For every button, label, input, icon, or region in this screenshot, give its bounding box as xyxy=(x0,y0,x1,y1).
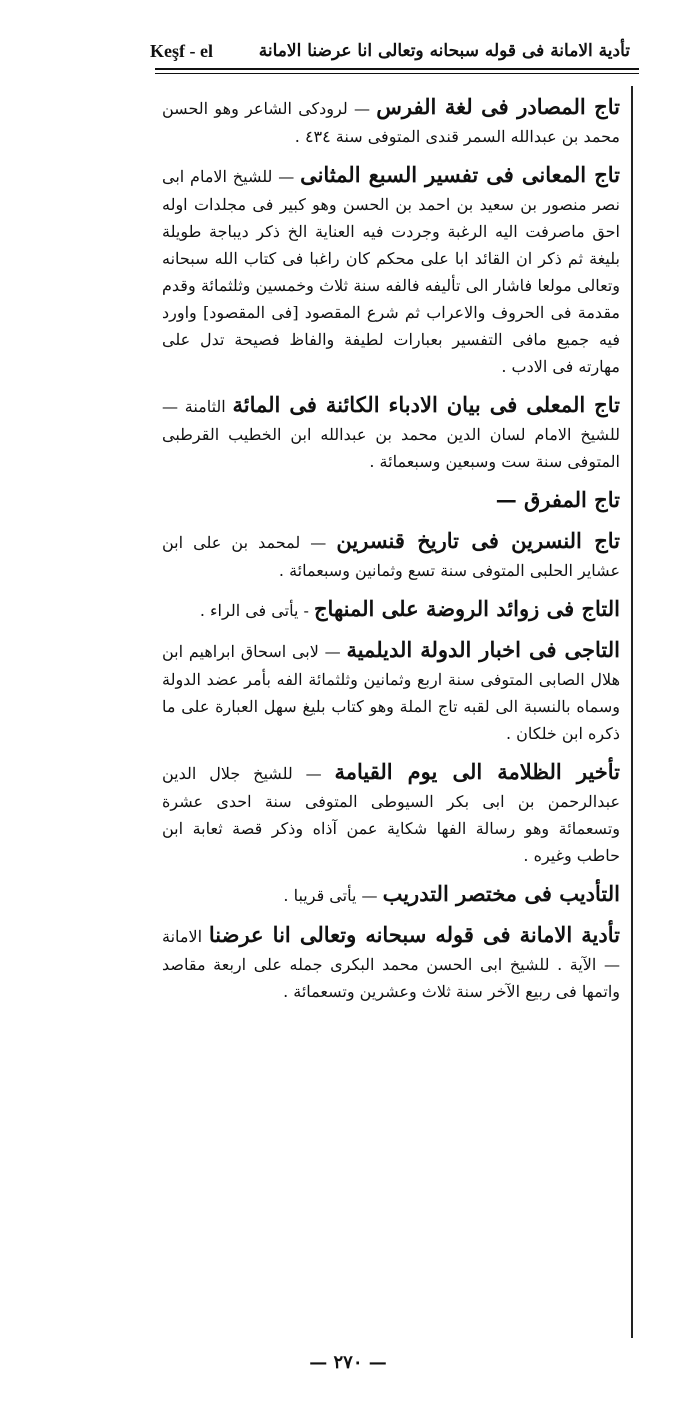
entry xyxy=(162,158,620,380)
entry xyxy=(162,755,620,869)
margin-rule xyxy=(631,86,633,1338)
entry-text: — للشيخ الامام ابى نصر منصور بن سعيد بن احمد بن الحسن وهو كبير فى مجلدات اوله احق ماصرفت اليه الرغبة وجردت فيه العناية الخ ذكر ديباجة طويلة بليغة ثم ذكر ان القائد ابا على محكم كان راغبا فى كتاب الله سبحانه وتعالى مولعا فاشار الى تأليفه فالفه سنة ثلاث وخمسين وثلثمائة وقدم مقدمة فى الحروف والاعراب ثم شرع المقصود [فى المقصود] واورد فيه جميع مافى التفسير بعبارات لطيفة والفاظ فصيحة تدل على مهارته فى الادب . xyxy=(162,167,620,376)
entry-text: — لرودكى الشاعر وهو الحسن محمد بن عبدالله السمر قندى المتوفى سنة ٤٣٤ . xyxy=(162,99,620,146)
entry-text: الامانة — الآية . للشيخ ابى الحسن محمد البكرى جمله على اربعة مقاصد واتمها فى ربيع الآخر سنة ثلاث وعشرين وتسعمائة . xyxy=(162,927,620,1001)
entry xyxy=(162,633,620,747)
entry-title: تاج المعانى فى تفسير السبع المثانى xyxy=(300,162,620,187)
header-rule-thin xyxy=(155,73,639,74)
entry-title: تأخير الظلامة الى يوم القيامة xyxy=(334,759,621,784)
entry-title: تاج المعلى فى بيان الادباء الكائنة فى المائة xyxy=(232,392,620,417)
entry xyxy=(162,918,620,1005)
entry-text: الثامنة — للشيخ الامام لسان الدين محمد بن عبدالله ابن الخطيب القرطبى المتوفى سنة ست وسبعين وسبعمائة . xyxy=(162,397,620,471)
entry-text: — لمحمد بن على ابن عشاير الحلبى المتوفى سنة تسع وثمانين وسبعمائة . xyxy=(162,533,620,580)
page-body xyxy=(162,90,620,1013)
entry-title: تاج النسرين فى تاريخ قنسرين xyxy=(336,528,620,553)
entry xyxy=(162,524,620,584)
entry-text: - يأتى فى الراء . xyxy=(199,601,309,620)
page-number: — ٢٧٠ — xyxy=(309,1352,387,1373)
entry-text: — للشيخ جلال الدين عبدالرحمن بن ابى بكر السيوطى المتوفى سنة احدى عشرة وتسعمائة وهو رسالة الفها شكاية عمن آذاه وذكر قصة ثعابة ابن حاطب وغيره . xyxy=(162,764,620,865)
entry xyxy=(162,592,620,625)
entry-title: تأدية الامانة فى قوله سبحانه وتعالى انا عرضنا xyxy=(208,922,620,947)
header-latin-title: Keşf - el xyxy=(150,40,213,61)
entry xyxy=(162,90,620,150)
entry-title: التاج فى زوائد الروضة على المنهاج xyxy=(314,596,620,621)
entry xyxy=(162,483,620,516)
header-rule xyxy=(155,68,639,70)
entry xyxy=(162,877,620,910)
entry-title: التأديب فى مختصر التدريب xyxy=(382,881,620,906)
entry-title: تاج المصادر فى لغة الفرس xyxy=(376,94,620,119)
entry-text: — لابى اسحاق ابراهيم ابن هلال الصابى المتوفى سنة اربع وثمانين وثلثمائة الفه بأمر عضد الدولة وسماه بالنسبة الى لقبه تاج الملة وهو كتاب بليغ سهل العبارة على ما ذكره ابن خلكان . xyxy=(162,642,620,743)
page-header xyxy=(150,36,630,66)
header-running-title: تأدية الامانة فى قوله سبحانه وتعالى انا عرضنا الامانة xyxy=(258,41,630,61)
entry-text: — يأتى قريبا . xyxy=(283,886,378,905)
entry-title: تاج المفرق — xyxy=(495,487,620,512)
entry xyxy=(162,388,620,475)
entry-title: التاجى فى اخبار الدولة الديلمية xyxy=(346,637,620,662)
